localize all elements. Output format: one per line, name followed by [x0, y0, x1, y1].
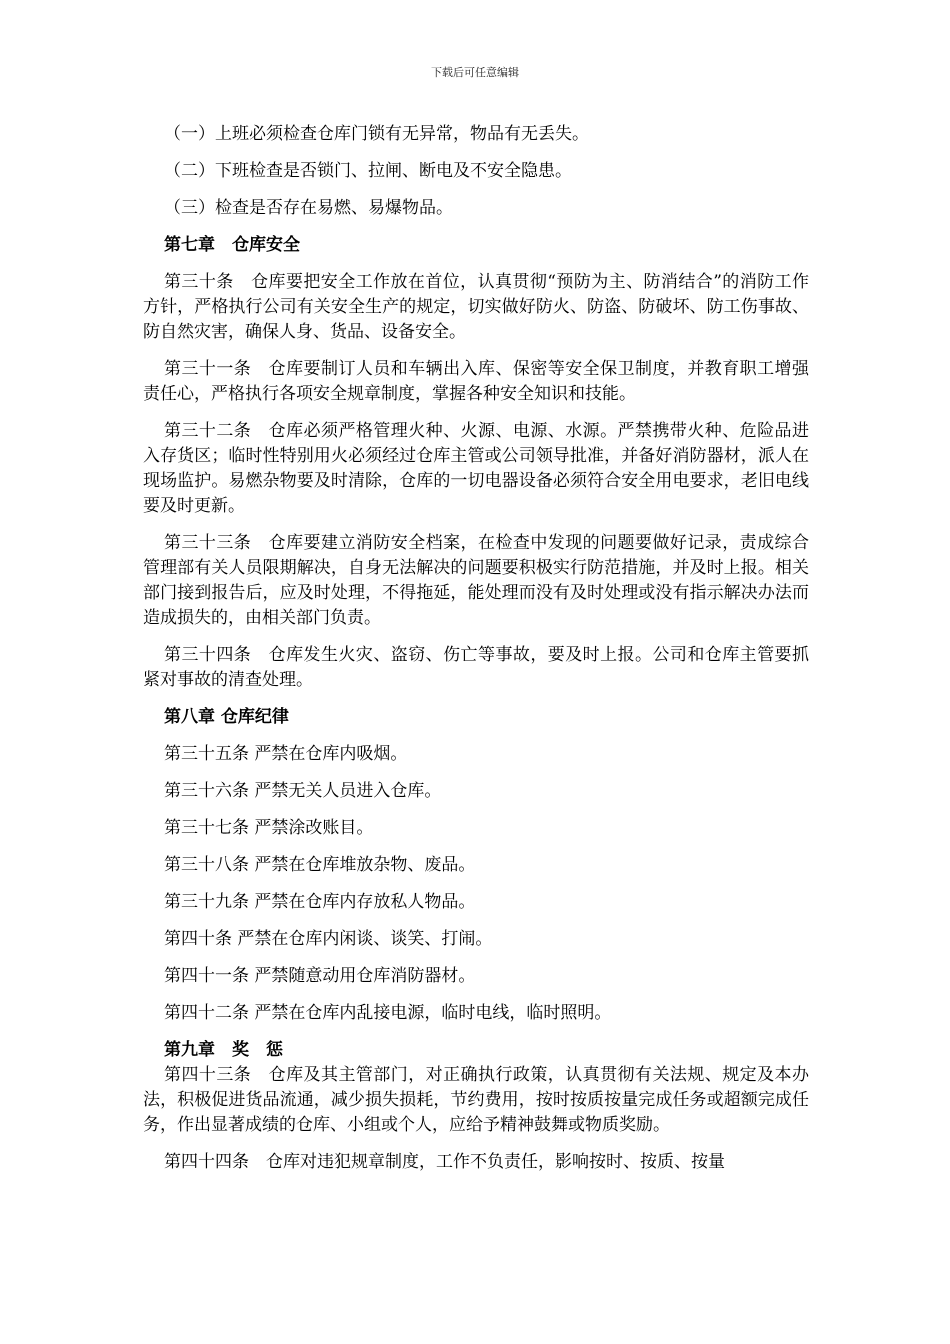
article-36: 第三十六条 严禁无关人员进入仓库。: [164, 781, 442, 801]
article-34: 第三十四条 仓库发生火灾、盗窃、伤亡等事故，要及时上报。公司和仓库主管要抓紧对事故的清查处理。: [143, 645, 809, 690]
check-item-1: （一）上班必须检查仓库门锁有无异常，物品有无丢失。: [164, 124, 589, 144]
article-41: 第四十一条 严禁随意动用仓库消防器材。: [164, 966, 476, 986]
chapter-7-title: 第七章 仓库安全: [164, 235, 300, 255]
document-body: [143, 122, 809, 1187]
article-33: 第三十三条 仓库要建立消防安全档案，在检查中发现的问题要做好记录，责成综合管理部有关人员限期解决，自身无法解决的问题要积极实行防范措施，并及时上报。相关部门接到报告后，应及时处理，不得拖延，能处理而没有及时处理或没有指示解决办法而造成损失的，由相关部门负责。: [143, 533, 809, 628]
article-31: 第三十一条 仓库要制订人员和车辆出入库、保密等安全保卫制度，并教育职工增强责任心，严格执行各项安全规章制度，掌握各种安全知识和技能。: [143, 359, 809, 404]
article-30: 第三十条 仓库要把安全工作放在首位，认真贯彻“预防为主、防消结合”的消防工作方针，严格执行公司有关安全生产的规定，切实做好防火、防盗、防破坏、防工伤事故、防自然灾害，确保人身、货品、设备安全。: [143, 272, 809, 342]
check-item-3: （三）检查是否存在易燃、易爆物品。: [164, 198, 453, 218]
article-37: 第三十七条 严禁涂改账目。: [164, 818, 374, 838]
article-44: 第四十四条 仓库对违犯规章制度，工作不负责任，影响按时、按质、按量: [164, 1152, 725, 1172]
article-43: 第四十三条 仓库及其主管部门，对正确执行政策，认真贯彻有关法规、规定及本办法，积极促进货品流通，减少损失损耗，节约费用，按时按质按量完成任务或超额完成任务，作出显著成绩的仓库、小组或个人，应给予精神鼓舞或物质奖励。: [143, 1065, 809, 1135]
article-40: 第四十条 严禁在仓库内闲谈、谈笑、打闹。: [164, 929, 493, 949]
article-38: 第三十八条 严禁在仓库堆放杂物、废品。: [164, 855, 476, 875]
chapter-9-title: 第九章 奖 惩: [164, 1040, 283, 1060]
article-42: 第四十二条 严禁在仓库内乱接电源，临时电线，临时照明。: [164, 1003, 612, 1023]
page-header: 下载后可任意编辑: [431, 66, 519, 79]
article-32: 第三十二条 仓库必须严格管理火种、火源、电源、水源。严禁携带火种、危险品进入存货区；临时性特别用火必须经过仓库主管或公司领导批准，并备好消防器材，派人在现场监护。易燃杂物要及时清除，仓库的一切电器设备必须符合安全用电要求，老旧电线要及时更新。: [143, 421, 809, 516]
article-39: 第三十九条 严禁在仓库内存放私人物品。: [164, 892, 476, 912]
chapter-8-title: 第八章 仓库纪律: [164, 707, 289, 727]
article-35: 第三十五条 严禁在仓库内吸烟。: [164, 744, 408, 764]
check-item-2: （二）下班检查是否锁门、拉闸、断电及不安全隐患。: [164, 161, 572, 181]
